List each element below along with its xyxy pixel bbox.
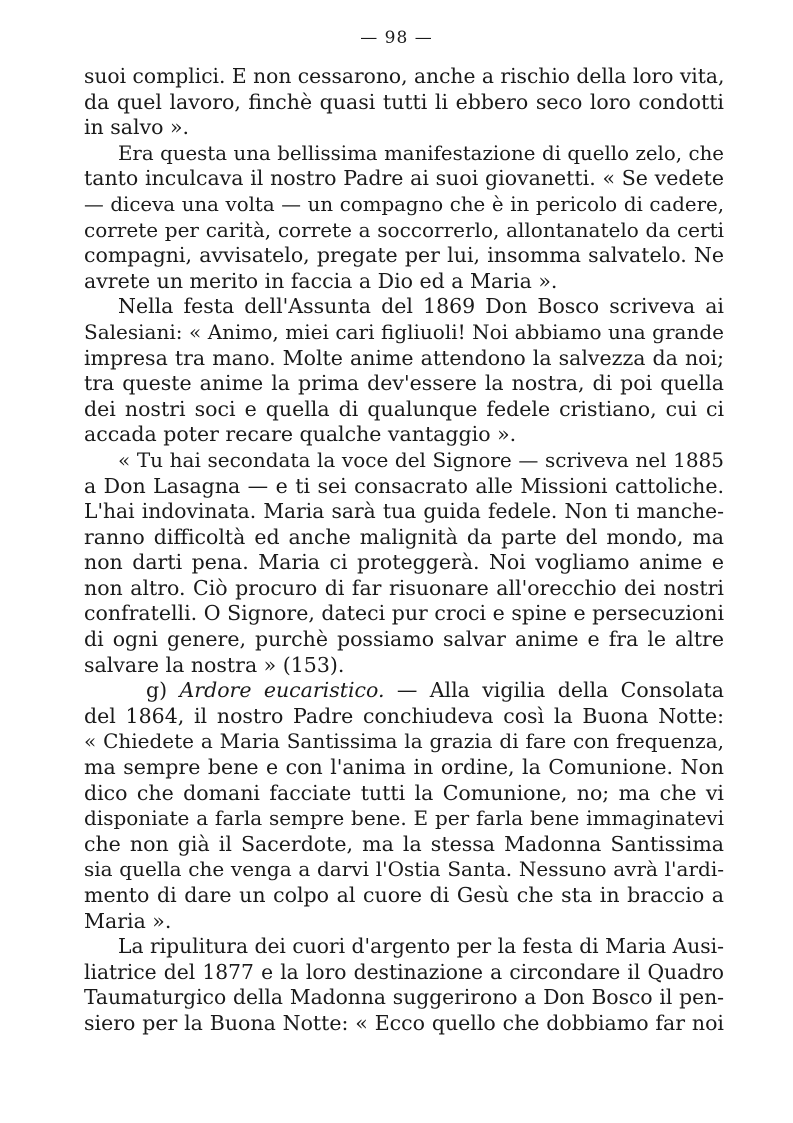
text-line: La ripulitura dei cuori d'argento per la festa di Maria Ausi-	[118, 934, 724, 959]
text-line: Maria ».	[84, 908, 172, 933]
text-line: Era questa una bellissima manifestazione di quello zelo, che	[118, 141, 724, 165]
text-line: accada poter recare qualche vantaggio ».	[84, 422, 517, 447]
text-line: tanto inculcava il nostro Padre ai suoi giovanetti. « Se vedete	[84, 166, 724, 191]
text-line: « Chiedete a Maria Santissima la grazia di fare con frequenza,	[84, 729, 724, 754]
text-line: disponiate a farla sempre bene. E per farla bene immaginatevi	[84, 806, 724, 831]
text-line: che non già il Sacerdote, ma la stessa Madonna Santissima	[84, 831, 724, 856]
page-number: — 98 —	[360, 28, 433, 48]
text-line: Nella festa dell'Assunta del 1869 Don Bosco scriveva ai	[118, 294, 724, 319]
text-line: da quel lavoro, finchè quasi tutti li ebbero seco loro condotti	[84, 89, 724, 114]
section-title: Ardore eucaristico.	[179, 678, 385, 703]
text-line: liatrice del 1877 e la loro destinazione a circondare il Quadro	[84, 959, 724, 984]
text-line: impresa tra mano. Molte anime attendono la salvezza da noi;	[84, 345, 724, 370]
text-line: sia quella che venga a darvi l'Ostia Santa. Nessuno avrà l'ardi-	[84, 857, 724, 882]
text-line: ranno difficoltà ed anche malignità da parte del mondo, ma	[84, 524, 724, 549]
text-line: « Tu hai secondata la voce del Signore — scriveva nel 1885	[118, 447, 724, 472]
text-line: — diceva una volta — un compagno che è in pericolo di cadere,	[84, 192, 724, 216]
text-line: dei nostri soci e quella di qualunque fedele cristiano, cui ci	[84, 396, 724, 421]
text-line: salvare la nostra » (153).	[84, 652, 345, 677]
text-line: L'hai indovinata. Maria sarà tua guida fedele. Non ti manche-	[84, 499, 724, 524]
text-line: confratelli. O Signore, dateci pur croci e spine e persecuzioni	[84, 601, 724, 626]
text-line: Taumaturgico della Madonna suggerirono a Don Bosco il pen-	[84, 985, 724, 1010]
text-line: Salesiani: « Animo, miei cari figliuoli! Noi abbiamo una grande	[84, 319, 724, 344]
section-heading-line	[84, 678, 724, 704]
section-heading-rest: — Alla vigilia della Consolata	[384, 678, 724, 703]
text-line: correte per carità, correte a soccorrerlo, allontanatelo da certi	[84, 217, 724, 242]
text-line: ma sempre bene e con l'anima in ordine, la Comunione. Non	[84, 755, 724, 780]
text-line: suoi complici. E non cessarono, anche a rischio della loro vita,	[84, 64, 725, 88]
text-line: tra queste anime la prima dev'essere la nostra, di poi quella	[84, 371, 724, 396]
text-line: di ogni genere, purchè possiamo salvar anime e fra le altre	[84, 627, 724, 652]
text-line: a Don Lasagna — e ti sei consacrato alle Missioni cattoliche.	[84, 473, 724, 498]
text-line: in salvo ».	[84, 115, 190, 140]
text-line: siero per la Buona Notte: « Ecco quello che dobbiamo far noi	[84, 1010, 724, 1035]
body-text	[84, 64, 724, 1037]
text-line: non darti pena. Maria ci proteggerà. Noi vogliamo anime e	[84, 550, 724, 575]
text-line: non altro. Ciò procuro di far risuonare all'orecchio dei nostri	[84, 575, 724, 600]
text-line: del 1864, il nostro Padre conchiudeva così la Buona Notte:	[84, 703, 724, 728]
text-line: mento di dare un colpo al cuore di Gesù che sta in braccio a	[84, 883, 724, 907]
section-letter: g)	[146, 678, 180, 703]
text-line: compagni, avvisatelo, pregate per lui, insomma salvatelo. Ne	[84, 243, 724, 268]
text-line: avrete un merito in faccia a Dio ed a Maria ».	[84, 268, 558, 293]
text-line: dico che domani facciate tutti la Comunione, no; ma che vi	[84, 780, 724, 805]
